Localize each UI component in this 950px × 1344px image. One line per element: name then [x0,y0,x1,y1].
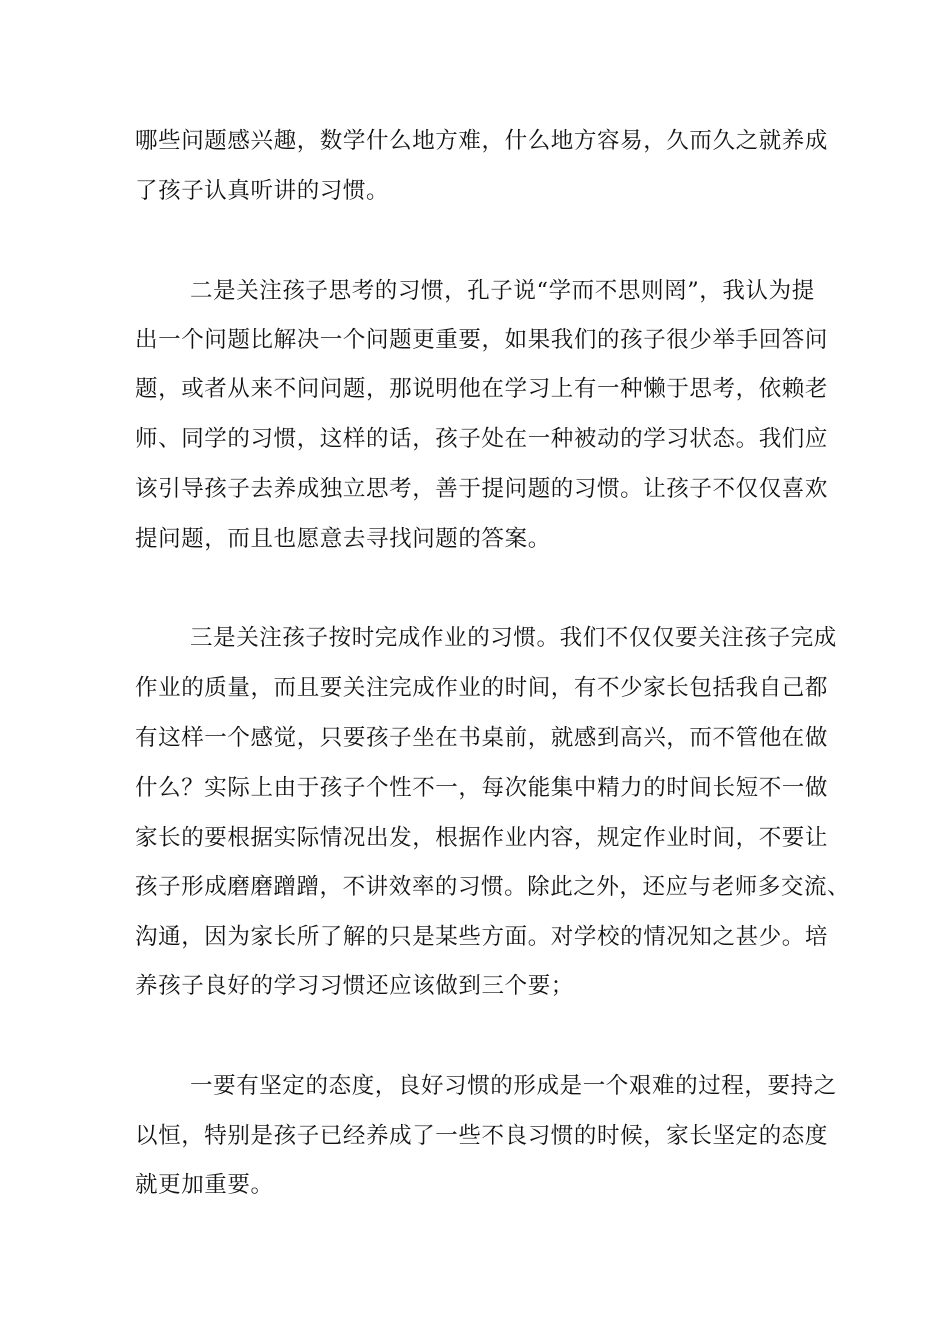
paragraph-2-line-2: 出一个问题比解决一个问题更重要，如果我们的孩子很少举手回答问 [135,327,829,353]
paragraph-4-line-3: 就更加重要。 [135,1172,274,1198]
paragraph-3-line-8: 养孩子良好的学习习惯还应该做到三个要； [135,973,574,999]
paragraph-4-line-2: 以恒，特别是孩子已经养成了一些不良习惯的时候，家长坚定的态度 [135,1123,829,1149]
paragraph-3-line-2: 作业的质量，而且要关注完成作业的时间，有不少家长包括我自己都 [135,675,829,701]
paragraph-3-line-3: 有这样一个感觉，只要孩子坐在书桌前，就感到高兴，而不管他在做 [135,725,829,751]
paragraph-1-line-2: 了孩子认真听讲的习惯。 [135,178,390,204]
paragraph-2-line-3: 题，或者从来不问问题，那说明他在学习上有一种懒于思考，依赖老 [135,376,829,402]
paragraph-2-line-1: 二是关注孩子思考的习惯，孔子说“学而不思则罔”，我认为提 [190,278,815,304]
paragraph-3-line-4: 什么？实际上由于孩子个性不一，每次能集中精力的时间长短不一做 [135,775,829,801]
paragraph-3-line-5: 家长的要根据实际情况出发，根据作业内容，规定作业时间，不要让 [135,825,829,851]
paragraph-3-line-1: 三是关注孩子按时完成作业的习惯。我们不仅仅要关注孩子完成 [190,625,837,651]
paragraph-2-line-5: 该引导孩子去养成独立思考，善于提问题的习惯。让孩子不仅仅喜欢 [135,476,829,502]
paragraph-2-line-6: 提问题，而且也愿意去寻找问题的答案。 [135,526,551,552]
paragraph-4-line-1: 一要有坚定的态度，良好习惯的形成是一个艰难的过程，要持之 [190,1073,837,1099]
paragraph-3-line-6: 孩子形成磨磨蹭蹭，不讲效率的习惯。除此之外，还应与老师多交流、 [135,874,851,900]
paragraph-2-line-4: 师、同学的习惯，这样的话，孩子处在一种被动的学习状态。我们应 [135,426,829,452]
paragraph-3-line-7: 沟通，因为家长所了解的只是某些方面。对学校的情况知之甚少。培 [135,924,829,950]
paragraph-1-line-1: 哪些问题感兴趣，数学什么地方难，什么地方容易，久而久之就养成 [135,128,829,154]
